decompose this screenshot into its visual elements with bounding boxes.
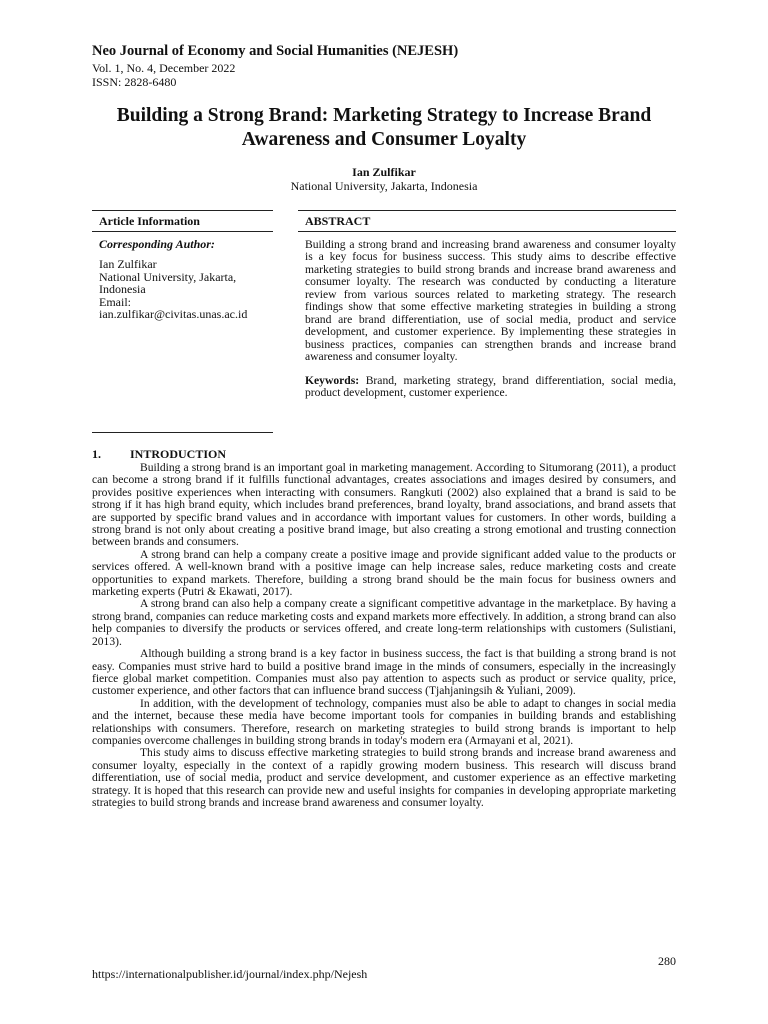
- journal-url-link[interactable]: https://internationalpublisher.id/journal/index.php/Nejesh: [92, 967, 368, 981]
- intro-paragraph: Although building a strong brand is a key factor in business success, the fact is that building a strong brand is not easy. Companies must strive hard to build a positive brand image in the minds of consumers, especially in the increasingly fierce global market competition. Companies must also pay attention to aspects such as product or service quality, price, customer experience, and other factors that can influence brand success (Tjahjaningsih & Yuliani, 2009).: [92, 648, 676, 698]
- intro-paragraph: This study aims to discuss effective marketing strategies to build strong brands and increase brand awareness and consumer loyalty, especially in the context of a rapidly growing modern business. This research will discuss brand differentiation, use of social media, product and service development, and customer experience as an effective marketing strategy. It is hoped that this research can provide new and useful insights for companies in developing appropriate marketing strategies to build strong brands and increase brand awareness and consumer loyalty.: [92, 747, 676, 809]
- intro-paragraph: Building a strong brand is an important goal in marketing management. According to Situmorang (2011), a product can become a strong brand if it fulfills functional advantages, creates associations and images desired by consumers, and provides positive experiences when interacting with consumers. Rangkuti (2002) also explained that a brand is said to be strong if it has high brand equity, which includes brand preferences, brand loyalty, brand associations, and brand assets that are supported by specific brand values and in accordance with important values for customers. In other words, building a strong brand is not only about creating a positive brand image, but also creating a strong emotional and trusting connection between brands and consumers.: [92, 462, 676, 549]
- keywords-block: [298, 364, 676, 400]
- intro-paragraph: A strong brand can also help a company create a significant competitive advantage in the marketplace. By having a strong brand, companies can reduce marketing costs and expand markets more effectively. In addition, a strong brand can also help companies to diversify the products or services offered, and create long-term relationships with customers (Sulistiani, 2013).: [92, 598, 676, 648]
- article-info-heading: Article Information: [99, 214, 200, 228]
- introduction-body: [92, 462, 676, 809]
- article-info-panel: [92, 210, 273, 320]
- page-number: 280: [658, 954, 676, 968]
- corresponding-author-org-line2: Indonesia: [99, 282, 146, 297]
- corresponding-author-org-line1: National University, Jakarta,: [99, 269, 237, 284]
- article-info-body: [92, 232, 273, 320]
- intro-paragraph: A strong brand can help a company create a positive image and provide significant added value to the products or services offered. A well-known brand with a positive image can help increase sales, reduce marketing costs and create opportunities to expand markets. Therefore, building a strong brand should be the main focus for business owners and marketing experts (Putri & Ekawati, 2017).: [92, 548, 676, 599]
- section-heading-introduction: [92, 447, 226, 462]
- abstract-panel: [298, 210, 676, 399]
- journal-volume: Vol. 1, No. 4, December 2022: [92, 61, 236, 75]
- article-info-bottom-rule: [92, 432, 273, 433]
- journal-name: Neo Journal of Economy and Social Humanities (NEJESH): [92, 43, 459, 59]
- section-number: 1.: [92, 447, 101, 461]
- abstract-text: Building a strong brand and increasing brand awareness and consumer loyalty is a key focus for business success. This study aims to describe effective marketing strategies to build strong brands and increase brand awareness and consumer loyalty. The research was conducted by conducting a literature review from various sources related to marketing strategy. The research findings show that some effective marketing strategies in building a strong brand are brand differentiation, use of social media, product and service development, and customer experience. By implementing these strategies in business practices, companies can strengthen brands and increase brand awareness and consumer loyalty.: [305, 238, 676, 364]
- keywords-label: Keywords:: [305, 373, 360, 387]
- corresponding-author-name: Ian Zulfikar: [99, 257, 157, 272]
- corresponding-author-email: ian.zulfikar@civitas.unas.ac.id: [99, 307, 248, 322]
- paper-title-line2: Awareness and Consumer Loyalty: [241, 129, 527, 150]
- intro-paragraph: In addition, with the development of technology, companies must also be able to adapt to changes in social media and the internet, because these media have become important tools for companies in building brands and establishing relationships with consumers. Therefore, research on marketing strategies to build strong brands is important to help companies overcome challenges in building strong brands in today's modern era (Armayani et al, 2021).: [92, 697, 676, 747]
- email-label: Email:: [99, 294, 131, 309]
- paper-title: [92, 104, 676, 152]
- author-name: Ian Zulfikar: [352, 165, 416, 179]
- keywords-text: Brand, marketing strategy, brand differentiation, social media, product development, customer experience.: [305, 373, 676, 399]
- corresponding-author-label: Corresponding Author:: [99, 237, 215, 251]
- section-title: INTRODUCTION: [130, 447, 227, 461]
- paper-title-line1: Building a Strong Brand: Marketing Strategy to Increase Brand: [116, 105, 652, 126]
- author-affiliation: National University, Jakarta, Indonesia: [290, 179, 478, 193]
- abstract-heading: ABSTRACT: [305, 214, 371, 228]
- journal-issn: ISSN: 2828-6480: [92, 75, 177, 89]
